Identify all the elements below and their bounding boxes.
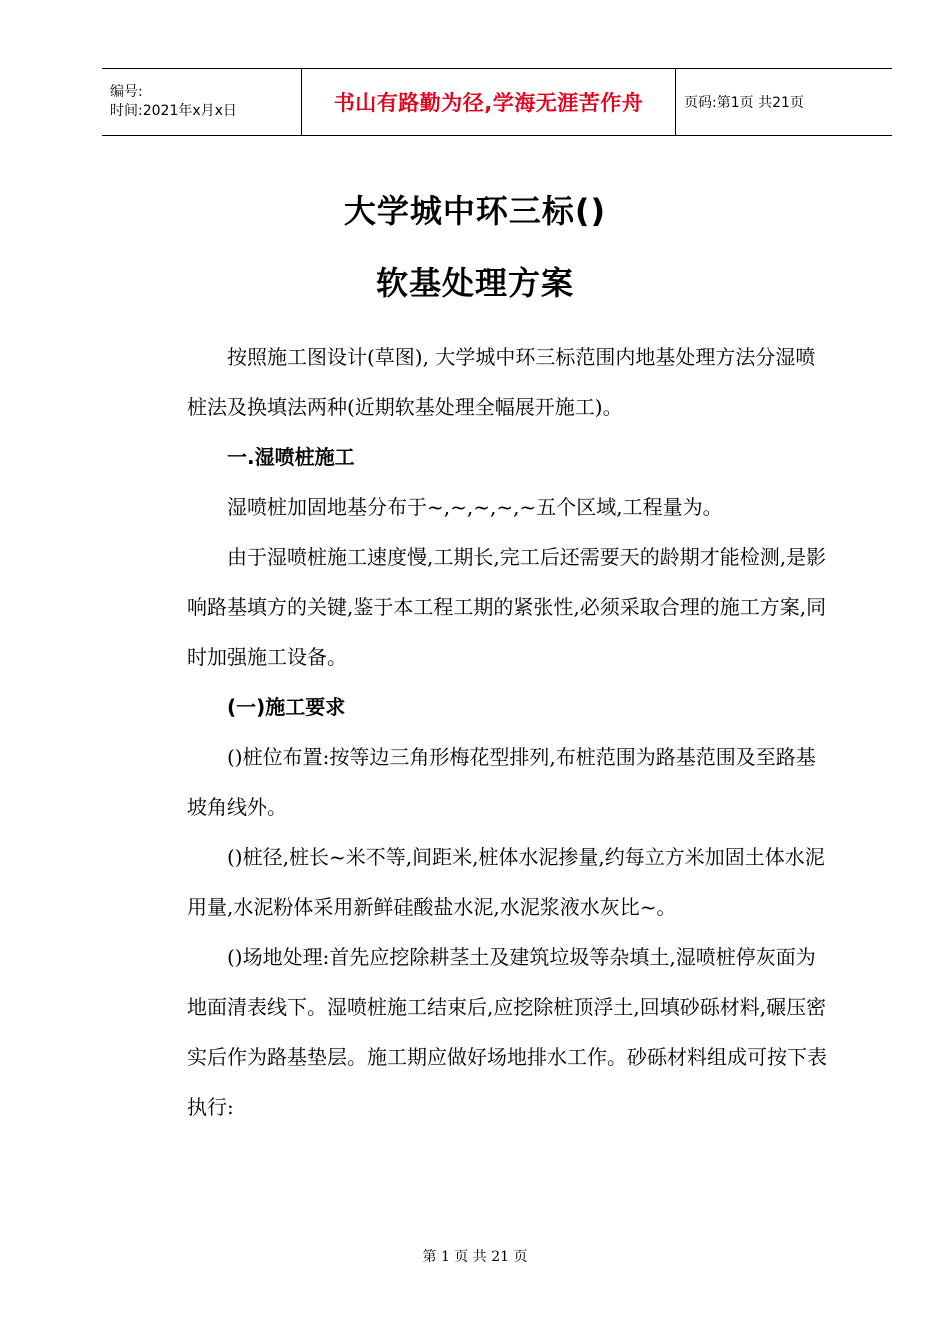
- header-motto: 书山有路勤为径,学海无涯苦作舟: [333, 91, 644, 115]
- document-title-line2: 软基处理方案: [375, 264, 574, 302]
- serial-label: 编号:: [110, 84, 143, 100]
- page-footer: 第 1 页 共 21 页: [422, 1249, 528, 1265]
- paragraph: ()桩径,桩长~米不等,间距米,桩体水泥掺量,约每立方米加固土体水泥用量,水泥粉体采用新鲜硅酸盐水泥,水泥浆液水灰比~。: [187, 845, 825, 919]
- section-heading-1: 一.湿喷桩施工: [227, 445, 355, 469]
- header-page-info: 页码:第1页 共21页: [684, 95, 804, 111]
- paragraph: ()场地处理:首先应挖除耕茎土及建筑垃圾等杂填土,湿喷桩停灰面为地面清表线下。湿喷桩施工结束后,应挖除桩顶浮土,回填砂砾材料,碾压密实后作为路基垫层。施工期应做好场地排水工作。砂砾材料组成可按下表执行:: [187, 945, 827, 1119]
- subsection-heading-1: (一)施工要求: [227, 695, 346, 719]
- header-page-info-cell: [676, 69, 892, 135]
- time-label: 时间:2021年x月x日: [110, 103, 237, 119]
- header-motto-cell: [302, 69, 676, 135]
- paragraph: 湿喷桩加固地基分布于~,~,~,~,~五个区域,工程量为。: [227, 495, 723, 519]
- header-meta: [102, 69, 302, 135]
- page-header: [102, 68, 892, 136]
- document-title-line1: 大学城中环三标(): [343, 192, 607, 230]
- paragraph-intro: 按照施工图设计(草图), 大学城中环三标范围内地基处理方法分湿喷桩法及换填法两种(近期软基处理全幅展开施工)。: [187, 345, 816, 419]
- document-body: [187, 332, 827, 1132]
- paragraph: 由于湿喷桩施工速度慢,工期长,完工后还需要天的龄期才能检测,是影响路基填方的关键,鉴于本工程工期的紧张性,必须采取合理的施工方案,同时加强施工设备。: [187, 545, 827, 669]
- paragraph: ()桩位布置:按等边三角形梅花型排列,布桩范围为路基范围及至路基坡角线外。: [187, 745, 816, 819]
